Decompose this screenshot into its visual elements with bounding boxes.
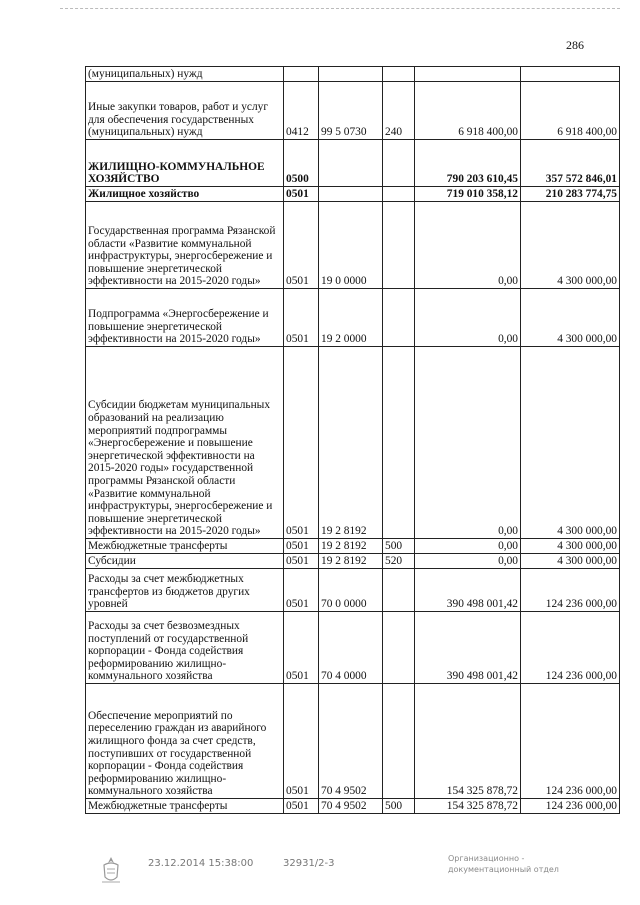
table-row (86, 202, 620, 289)
cell-section: 0501 (284, 554, 319, 569)
cell-section: 0500 (284, 140, 319, 187)
cell-name: ЖИЛИЩНО-КОММУНАЛЬНОЕ ХОЗЯЙСТВО (86, 140, 284, 187)
cell-v1: 0,00 (415, 539, 521, 554)
table-row (86, 539, 620, 554)
cell-v1: 0,00 (415, 554, 521, 569)
cell-name: Государственная программа Рязанской области «Развитие коммунальной инфраструктуры, энергосбережение и повышение энергетической эффективности на 2015-2020 годы» (86, 202, 284, 289)
cell-csr: 70 4 9502 (319, 684, 383, 799)
cell-v2: 4 300 000,00 (521, 539, 620, 554)
budget-table (85, 66, 620, 814)
cell-v1: 719 010 358,12 (415, 187, 521, 202)
cell-name: Субсидии (86, 554, 284, 569)
cell-name: Иные закупки товаров, работ и услуг для обеспечения государственных (муниципальных) нужд (86, 82, 284, 140)
cell-section: 0501 (284, 684, 319, 799)
cell-section: 0501 (284, 289, 319, 347)
cell-section: 0501 (284, 187, 319, 202)
footer-doc-number: 32931/2-3 (283, 858, 335, 869)
cell-type (383, 569, 415, 612)
table-row (86, 347, 620, 539)
cell-name: Межбюджетные трансферты (86, 539, 284, 554)
cell-name: Обеспечение мероприятий по переселению граждан из аварийного жилищного фонда за счет средств, поступивших от государственной корпорации - Фонда содействия реформированию жилищно-коммунального хозяйства (86, 684, 284, 799)
stamp-line-1: Организационно - (448, 854, 525, 863)
cell-v2: 6 918 400,00 (521, 82, 620, 140)
table-row (86, 82, 620, 140)
cell-csr (319, 140, 383, 187)
cell-csr: 99 5 0730 (319, 82, 383, 140)
cell-v1: 0,00 (415, 202, 521, 289)
cell-v1 (415, 67, 521, 82)
cell-v2: 124 236 000,00 (521, 684, 620, 799)
emblem-icon (100, 855, 122, 885)
cell-v1: 154 325 878,72 (415, 684, 521, 799)
cell-v1: 0,00 (415, 289, 521, 347)
cell-type: 500 (383, 799, 415, 814)
cell-name: Расходы за счет межбюджетных трансфертов из бюджетов других уровней (86, 569, 284, 612)
cell-section: 0501 (284, 202, 319, 289)
cell-section: 0501 (284, 347, 319, 539)
cell-type (383, 202, 415, 289)
cell-type (383, 187, 415, 202)
cell-type (383, 347, 415, 539)
stamp-line-2: документационный отдел (448, 865, 559, 874)
cell-v2: 210 283 774,75 (521, 187, 620, 202)
cell-v2: 124 236 000,00 (521, 799, 620, 814)
table-row (86, 799, 620, 814)
footer (0, 855, 640, 895)
cell-csr (319, 67, 383, 82)
cell-v1: 790 203 610,45 (415, 140, 521, 187)
table-row (86, 554, 620, 569)
cell-v2: 4 300 000,00 (521, 289, 620, 347)
table-row (86, 612, 620, 684)
cell-v2: 357 572 846,01 (521, 140, 620, 187)
cell-section: 0501 (284, 612, 319, 684)
table-row (86, 187, 620, 202)
cell-v2 (521, 67, 620, 82)
table-row (86, 140, 620, 187)
page-number: 286 (566, 38, 584, 52)
cell-name: Расходы за счет безвозмездных поступлений от государственной корпорации - Фонда содействия реформированию жилищно-коммунального хозяйства (86, 612, 284, 684)
cell-v1: 0,00 (415, 347, 521, 539)
cell-section: 0501 (284, 539, 319, 554)
cell-type: 240 (383, 82, 415, 140)
cell-v1: 154 325 878,72 (415, 799, 521, 814)
cell-csr: 70 4 9502 (319, 799, 383, 814)
cell-csr: 70 0 0000 (319, 569, 383, 612)
scan-edge-line (60, 8, 620, 9)
cell-csr: 19 2 8192 (319, 539, 383, 554)
table-row (86, 569, 620, 612)
cell-v2: 124 236 000,00 (521, 569, 620, 612)
cell-name: Жилищное хозяйство (86, 187, 284, 202)
cell-type (383, 684, 415, 799)
cell-v1: 6 918 400,00 (415, 82, 521, 140)
cell-section: 0501 (284, 569, 319, 612)
cell-v2: 124 236 000,00 (521, 612, 620, 684)
cell-csr: 19 2 8192 (319, 554, 383, 569)
cell-csr (319, 187, 383, 202)
cell-type (383, 140, 415, 187)
cell-name: Подпрограмма «Энергосбережение и повышение энергетической эффективности на 2015-2020 годы» (86, 289, 284, 347)
cell-name: Субсидии бюджетам муниципальных образований на реализацию мероприятий подпрограммы «Энергосбережение и повышение энергетической эффективности на 2015-2020 годы» государственной программы Рязанской области «Развитие коммунальной инфраструктуры, энергосбережение и повышение энергетической эффективности на 2015-2020 годы» (86, 347, 284, 539)
cell-section (284, 67, 319, 82)
cell-csr: 19 2 8192 (319, 347, 383, 539)
budget-table-body (86, 67, 620, 814)
cell-section: 0501 (284, 799, 319, 814)
cell-v2: 4 300 000,00 (521, 554, 620, 569)
cell-csr: 70 4 0000 (319, 612, 383, 684)
cell-v1: 390 498 001,42 (415, 612, 521, 684)
cell-csr: 19 0 0000 (319, 202, 383, 289)
cell-type: 520 (383, 554, 415, 569)
cell-name: Межбюджетные трансферты (86, 799, 284, 814)
cell-v2: 4 300 000,00 (521, 202, 620, 289)
table-row (86, 684, 620, 799)
footer-timestamp: 23.12.2014 15:38:00 (148, 858, 254, 869)
department-stamp (448, 853, 559, 875)
cell-type (383, 612, 415, 684)
cell-v1: 390 498 001,42 (415, 569, 521, 612)
cell-csr: 19 2 0000 (319, 289, 383, 347)
cell-type (383, 67, 415, 82)
table-row (86, 289, 620, 347)
cell-section: 0412 (284, 82, 319, 140)
cell-type (383, 289, 415, 347)
table-row (86, 67, 620, 82)
cell-v2: 4 300 000,00 (521, 347, 620, 539)
cell-name: (муниципальных) нужд (86, 67, 284, 82)
cell-type: 500 (383, 539, 415, 554)
